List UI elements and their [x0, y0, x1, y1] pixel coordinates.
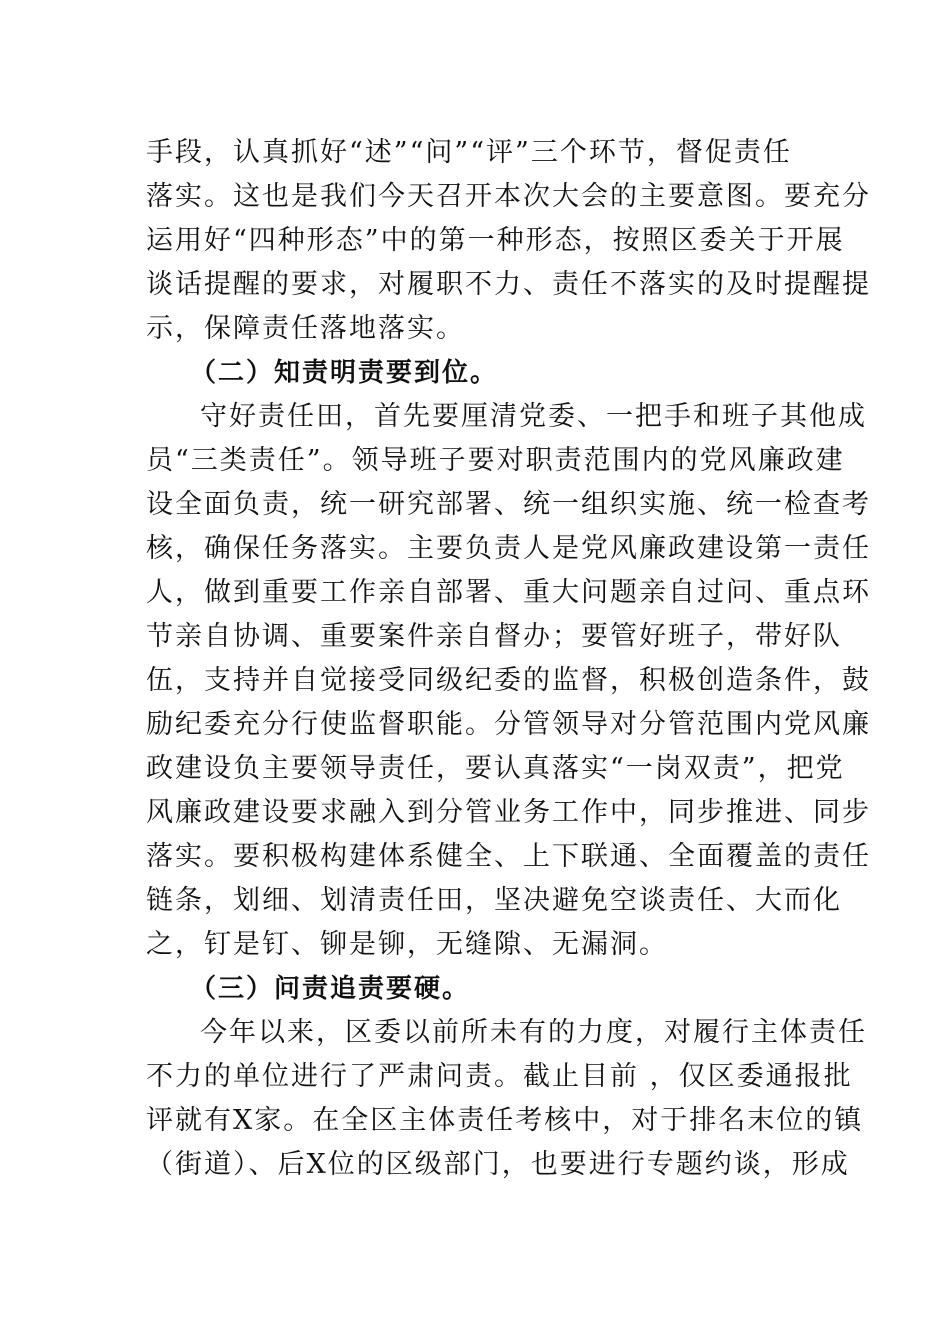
body-line: 设全面负责，统一研究部署、统一组织实施、统一检查考 [146, 489, 871, 520]
section-heading-three: （三）问责追责要硬。 [190, 974, 471, 1004]
body-line: 风廉政建设要求融入到分管业务工作中，同步推进、同步 [146, 797, 871, 828]
body-line: 谈话提醒的要求，对履职不力、责任不落实的及时提醒提 [146, 269, 871, 300]
body-line: 示，保障责任落地落实。 [146, 313, 465, 344]
body-line: 员“三类责任”。领导班子要对职责范围内的党风廉政建 [146, 445, 845, 476]
body-line: 节亲自协调、重要案件亲自督办；要管好班子，带好队 [146, 621, 842, 652]
body-line: 手段，认真抓好“述”“问”“评”三个环节，督促责任 [146, 137, 792, 168]
body-line: 之，钉是钉、铆是铆，无缝隙、无漏洞。 [146, 929, 668, 960]
body-line: 励纪委充分行使监督职能。分管领导对分管范围内党风廉 [146, 709, 871, 740]
section-heading-two: （二）知责明责要到位。 [190, 358, 499, 388]
body-line: 评就有X家。在全区主体责任考核中，对于排名末位的镇 [146, 1105, 864, 1136]
body-line: 人，做到重要工作亲自部署、重大问题亲自过问、重点环 [146, 577, 871, 608]
body-line: 不力的单位进行了严肃问责。截止目前 ，仅区委通报批 [146, 1061, 853, 1092]
body-line: 链条，划细、划清责任田，坚决避免空谈责任、大而化 [146, 885, 842, 916]
body-line: 落实。要积极构建体系健全、上下联通、全面覆盖的责任 [146, 841, 871, 872]
body-line: 今年以来，区委以前所未有的力度，对履行主体责任 [200, 1017, 867, 1048]
body-line: 政建设负主要领导责任，要认真落实“一岗双责”，把党 [146, 753, 845, 784]
body-line: 守好责任田，首先要厘清党委、一把手和班子其他成 [200, 401, 867, 432]
body-line: 运用好“四种形态”中的第一种形态，按照区委关于开展 [146, 225, 845, 256]
body-line: （街道）、后X位的区级部门，也要进行专题约谈，形成 [146, 1149, 850, 1180]
body-line: 核，确保任务落实。主要负责人是党风廉政建设第一责任 [146, 533, 871, 564]
body-line: 落实。这也是我们今天召开本次大会的主要意图。要充分 [146, 181, 871, 212]
body-line: 伍，支持并自觉接受同级纪委的监督，积极创造条件，鼓 [146, 665, 871, 696]
